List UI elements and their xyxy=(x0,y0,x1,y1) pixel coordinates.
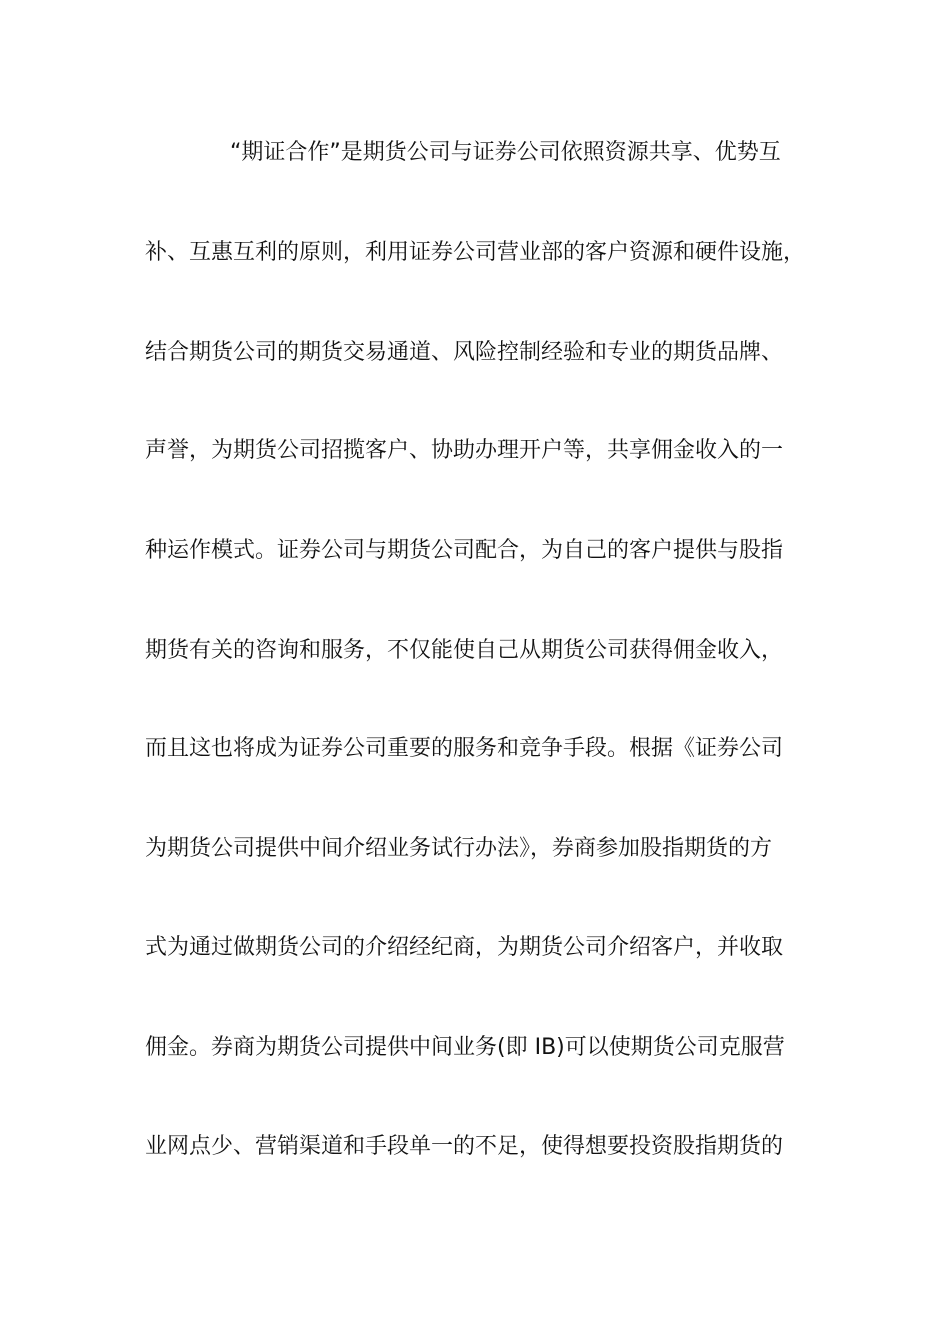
paragraph-line-3: 结合期货公司的期货交易通道、风险控制经验和专业的期货品牌、 xyxy=(145,340,784,365)
paragraph-line-8: 为期货公司提供中间介绍业务试行办法》，券商参加股指期货的方 xyxy=(145,836,773,861)
paragraph-line-2: 补、互惠互利的原则，利用证券公司营业部的客户资源和硬件设施， xyxy=(145,240,806,265)
paragraph-line-1: “期证合作”是期货公司与证券公司依照资源共享、优势互 xyxy=(230,140,781,165)
paragraph-line-6: 期货有关的咨询和服务，不仅能使自己从期货公司获得佣金收入， xyxy=(145,638,784,663)
paragraph-line-9: 式为通过做期货公司的介绍经纪商，为期货公司介绍客户，并收取 xyxy=(145,935,784,960)
paragraph-line-11: 业网点少、营销渠道和手段单一的不足，使得想要投资股指期货的 xyxy=(145,1134,784,1159)
paragraph-line-4: 声誉，为期货公司招揽客户、协助办理开户等，共享佣金收入的一 xyxy=(145,438,784,463)
paragraph-line-10: 佣金。券商为期货公司提供中间业务(即 IB)可以使期货公司克服营 xyxy=(145,1035,785,1060)
paragraph-line-5: 种运作模式。证券公司与期货公司配合，为自己的客户提供与股指 xyxy=(145,538,784,563)
paragraph-line-7: 而且这也将成为证券公司重要的服务和竞争手段。根据《证券公司 xyxy=(145,736,784,761)
